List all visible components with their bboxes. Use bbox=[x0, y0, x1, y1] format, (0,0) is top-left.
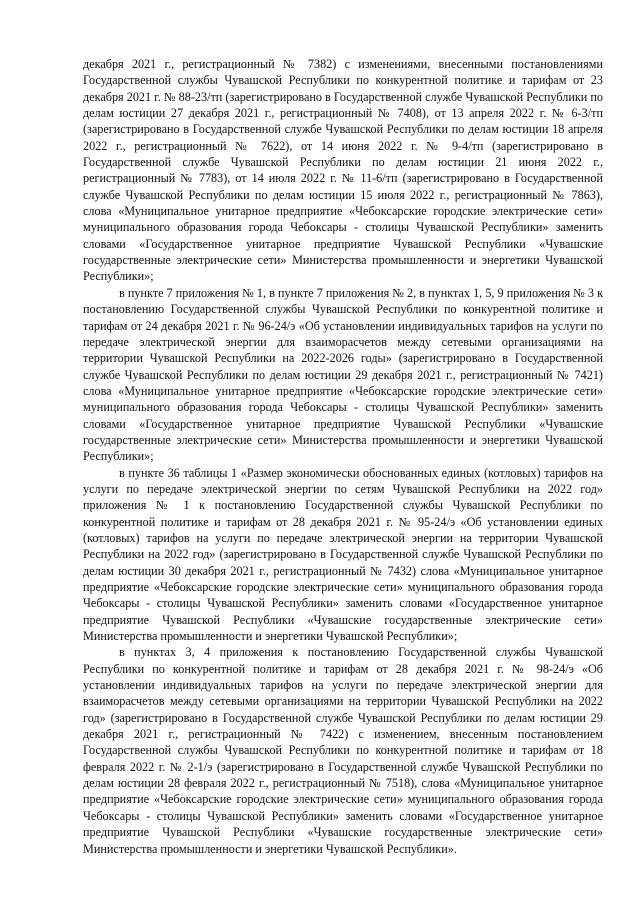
paragraph-clause-point-36: в пункте 36 таблицы 1 «Размер экономически обоснованных единых (котловых) тарифов на услуги по передаче электрической энергии по сетям Чувашской Республики на 2022 год» приложения № 1 к постановлению Государственной службы Чувашской Республики по конкурентной политике и тарифам от 28 декабря 2021 г. № 95-24/э «Об установлении единых (котловых) тарифов на услуги по передаче электрической энергии на территории Чувашской Республики на 2022 год» (зарегистрировано в Государственной службе Чувашской Республики по делам юстиции 30 декабря 2021 г., регистрационный № 7432) слова «Муниципальное унитарное предприятие «Чебоксарские городские электрические сети» муниципального образования города Чебоксары - столицы Чувашской Республики» заменить словами «Государственное унитарное предприятие Чувашской Республики «Чувашские государственные электрические сети» Министерства промышленности и энергетики Чувашской Республики»; bbox=[83, 465, 603, 644]
paragraph-clause-point-7: в пункте 7 приложения № 1, в пункте 7 приложения № 2, в пунктах 1, 5, 9 приложения № 3 к постановлению Государственной службы Чувашской Республики по конкурентной политике и тарифам от 24 декабря 2021 г. № 96-24/э «Об установлении индивидуальных тарифов на услуги по передаче электрической энергии для взаиморасчетов между сетевыми организациями на территории Чувашской Республики на 2022-2026 годы» (зарегистрировано в Государственной службе Чувашской Республики по делам юстиции 29 декабря 2021 г., регистрационный № 7421) слова «Муниципальное унитарное предприятие «Чебоксарские городские электрические сети» муниципального образования города Чебоксары - столицы Чувашской Республики» заменить словами «Государственное унитарное предприятие Чувашской Республики «Чувашские государственные электрические сети» Министерства промышленности и энергетики Чувашской Республики»; bbox=[83, 285, 603, 464]
document-page bbox=[83, 56, 603, 857]
paragraph-clause-points-3-4: в пунктах 3, 4 приложения к постановлению Государственной службы Чувашской Республики по конкурентной политике и тарифам от 28 декабря 2021 г. № 98-24/э «Об установлении индивидуальных тарифов на услуги по передаче электрической энергии для взаиморасчетов между сетевыми организациями на территории Чувашской Республики на 2022 год» (зарегистрировано в Государственной службе Чувашской Республики по делам юстиции 29 декабря 2021 г., регистрационный № 7422) с изменением, внесенным постановлением Государственной службы Чувашской Республики по конкурентной политике и тарифам от 18 февраля 2022 г. № 2-1/э (зарегистрировано в Государственной службе Чувашской Республики по делам юстиции 28 февраля 2022 г., регистрационный № 7518), слова «Муниципальное унитарное предприятие «Чебоксарские городские электрические сети» муниципального образования города Чебоксары - столицы Чувашской Республики» заменить словами «Государственное унитарное предприятие Чувашской Республики «Чувашские государственные электрические сети» Министерства промышленности и энергетики Чувашской Республики». bbox=[83, 645, 603, 856]
paragraph-amendments-continued: декабря 2021 г., регистрационный № 7382) с изменениями, внесенными постановлениями Государственной службы Чувашской Республики по конкурентной политике и тарифам от 23 декабря 2021 г. № 88-23/тп (зарегистрировано в Государственной службе Чувашской Республики по делам юстиции 27 декабря 2021 г., регистрационный № 7408), от 13 апреля 2022 г. № 6-3/тп (зарегистрировано в Государственной службе Чувашской Республики по делам юстиции 18 апреля 2022 г., регистрационный № 7622), от 14 июня 2022 г. № 9-4/тп (зарегистрировано в Государственной службе Чувашской Республики по делам юстиции 21 июня 2022 г., регистрационный № 7783), от 14 июля 2022 г. № 11-6/тп (зарегистрировано в Государственной службе Чувашской Республики по делам юстиции 15 июля 2022 г., регистрационный № 7863), слова «Муниципальное унитарное предприятие «Чебоксарские городские электрические сети» муниципального образования города Чебоксары - столицы Чувашской Республики» заменить словами «Государственное унитарное предприятие Чувашской Республики «Чувашские государственные электрические сети» Министерства промышленности и энергетики Чувашской Республики»; bbox=[83, 57, 603, 284]
